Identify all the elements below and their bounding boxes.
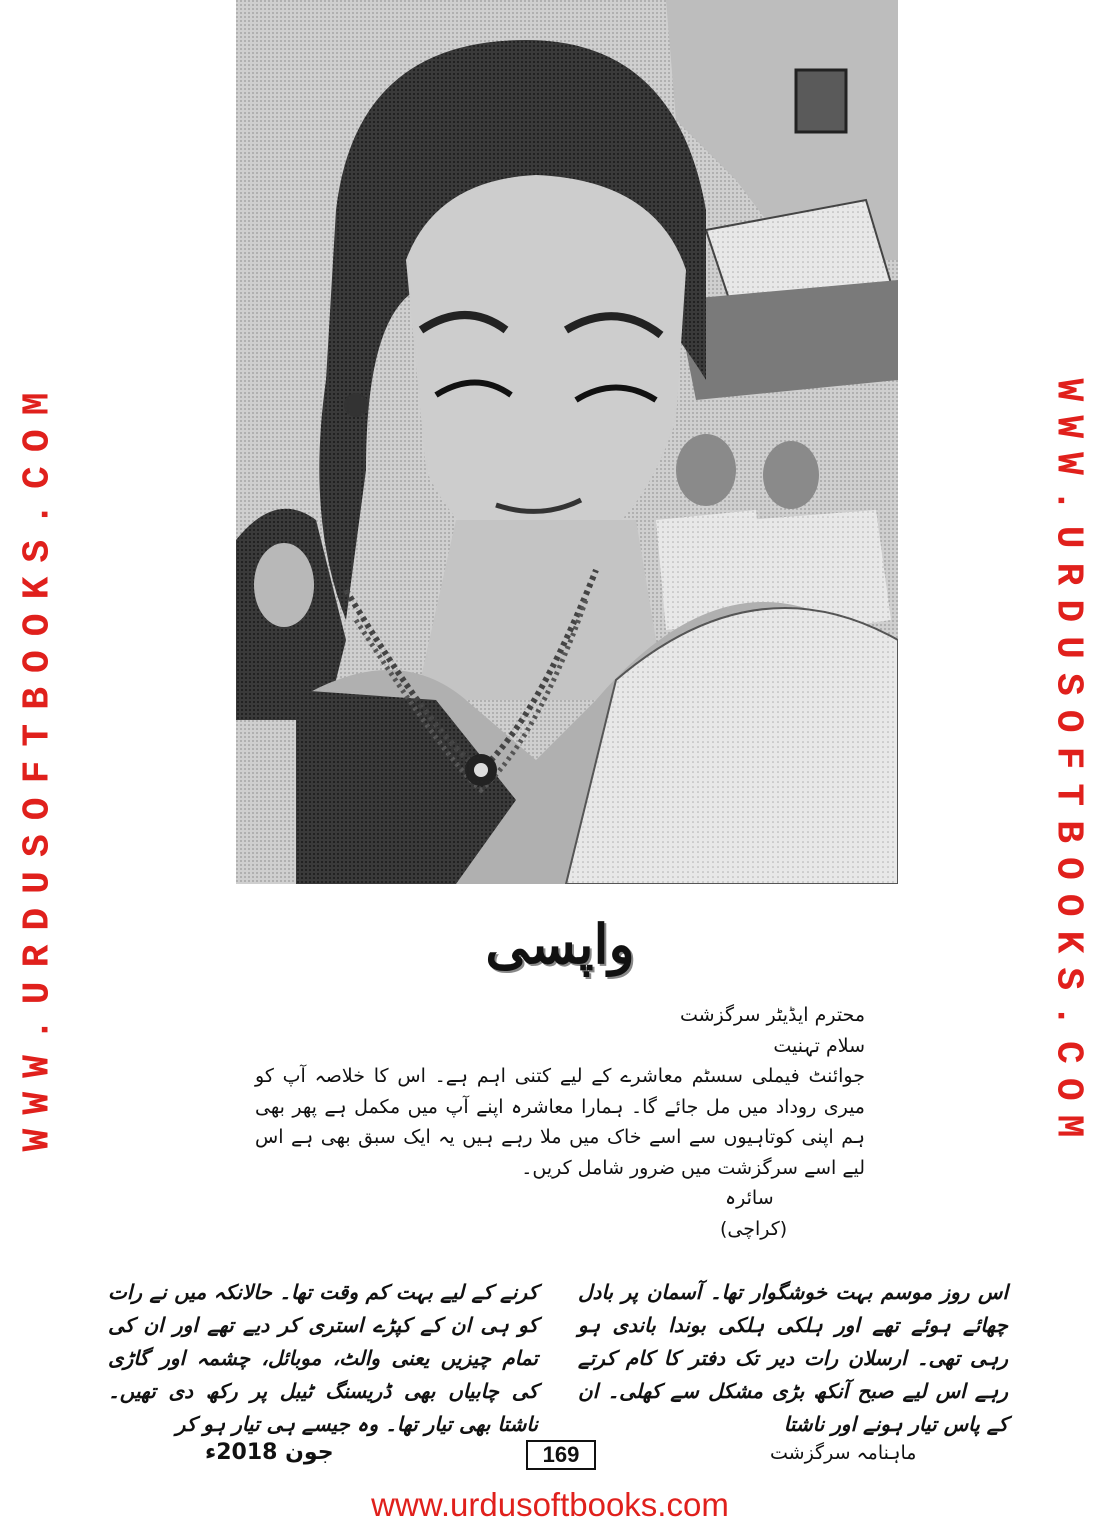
editor-letter: [255, 1000, 865, 1244]
letter-salutation: محترم ایڈیٹر سرگزشت: [679, 1004, 865, 1026]
letter-city: (کراچی): [720, 1217, 788, 1240]
story-column-right: اس روز موسم بہت خوشگوار تھا۔ آسمان پر بادل چھائے ہوئے تھے اور ہلکی ہلکی بوندا باندی ہو رہی تھی۔ ارسلان رات دیر تک دفتر کا کام کرتے رہے اس لیے صبح آنکھ بڑی مشکل سے کھلی۔ ان کے پاس تیار ہونے اور ناشتا: [578, 1280, 1008, 1436]
story-illustration: [236, 0, 898, 884]
watermark-bottom: www.urdusoftbooks.com: [371, 1486, 729, 1523]
page-footer: [0, 1440, 1100, 1476]
story-title: واپسی: [485, 912, 635, 976]
watermark-right: WWW.URDUSOFTBOOKS.COM: [1046, 378, 1090, 1152]
issue-date: جون 2018ء: [205, 1440, 334, 1465]
letter-body: جوائنٹ فیملی سسٹم معاشرے کے لیے کتنی اہم ہے۔ اس کا خلاصہ آپ کو میری روداد میں مل جائے گا۔ ہمارا معاشرہ اپنے آپ میں مکمل ہے پھر بھی ہم اپنی کوتاہیوں سے اسے خاک میں ملا رہے ہیں یہ ایک سبق بھی ہے اس لیے اسے سرگزشت میں ضرور شامل کریں۔: [255, 1065, 865, 1179]
story-column-left: کرنے کے لیے بہت کم وقت تھا۔ حالانکہ میں نے رات کو ہی ان کے کپڑے استری کر دیے تھے اور ان کی تمام چیزیں یعنی والٹ، موبائل، چشمہ اور گاڑی کی چابیاں بھی ڈریسنگ ٹیبل پر رکھ دی تھیں۔ ناشتا بھی تیار تھا۔ وہ جیسے ہی تیار ہو کر: [108, 1280, 538, 1436]
watermark-left: WWW.URDUSOFTBOOKS.COM: [16, 378, 60, 1152]
page-number: 169: [526, 1440, 596, 1470]
magazine-name: ماہنامہ سرگزشت: [770, 1442, 917, 1464]
letter-greeting: سلام تہنیت: [773, 1034, 865, 1057]
letter-signature: سائرہ: [725, 1187, 774, 1209]
